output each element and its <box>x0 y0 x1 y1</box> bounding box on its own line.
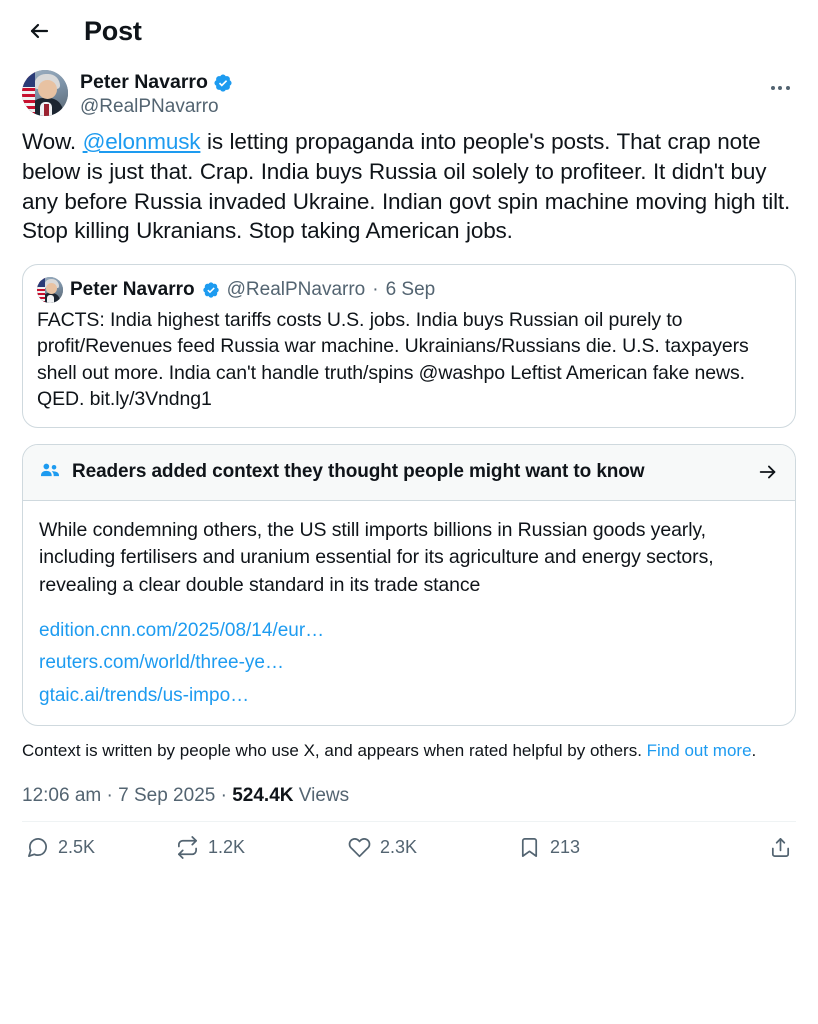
tweet-body-text <box>0 119 818 246</box>
community-note-footer <box>0 726 818 763</box>
community-note-text: While condemning others, the US still imports billions in Russian goods yearly, including fertilisers and uranium essential for its agriculture and energy sectors, revealing a clear double standard in its trade stance <box>39 518 714 596</box>
meta-separator-2: · <box>220 785 227 807</box>
source-link-1[interactable]: edition.cnn.com/2025/08/14/eur… <box>39 619 325 641</box>
avatar[interactable] <box>22 70 68 116</box>
retweet-count: 1.2K <box>208 837 246 858</box>
verified-badge-icon <box>213 73 233 93</box>
tweet-meta <box>0 763 818 821</box>
page-title: Post <box>84 15 142 46</box>
back-button[interactable] <box>22 14 56 48</box>
tweet-text-part-1: Wow. <box>22 129 83 155</box>
source-link-2[interactable]: reuters.com/world/three-ye… <box>39 652 284 674</box>
share-icon <box>769 836 792 859</box>
author-handle: @RealPNavarro <box>80 96 219 118</box>
author-names[interactable] <box>80 70 233 119</box>
quoted-avatar[interactable] <box>37 277 63 303</box>
heart-icon <box>348 836 371 859</box>
quoted-verified-badge-icon <box>202 281 220 299</box>
community-note-body <box>23 501 795 726</box>
retweet-button[interactable] <box>176 836 348 859</box>
reply-button[interactable] <box>26 836 176 859</box>
tweet-author-row <box>0 58 818 119</box>
more-options-button[interactable] <box>764 72 796 104</box>
find-out-more-link[interactable]: Find out more <box>646 741 752 761</box>
community-note-card[interactable] <box>22 444 796 727</box>
bookmark-button[interactable] <box>518 836 769 859</box>
bookmark-icon <box>518 836 541 859</box>
community-notes-people-icon <box>39 459 61 486</box>
like-button[interactable] <box>348 836 518 859</box>
source-link-3[interactable]: gtaic.ai/trends/us-impo… <box>39 684 250 706</box>
quoted-tweet-header <box>37 277 781 303</box>
reply-count: 2.5K <box>58 837 96 858</box>
community-note-header[interactable] <box>23 445 795 501</box>
quoted-tweet-text: FACTS: India highest tariffs costs U.S. jobs. India buys Russian oil purely to profit/Revenues feed Russia war machine. Ukrainians/Russians die. U.S. taxpayers shell out more. India can't handle truth/spins @washpo Leftist American fake news. QED. bit.ly/3Vndng1 <box>37 308 749 411</box>
quoted-handle: @RealPNavarro <box>226 278 366 300</box>
mention-link-elonmusk[interactable]: @elonmusk <box>82 129 201 155</box>
more-horizontal-icon <box>771 86 790 90</box>
like-count: 2.3K <box>380 837 418 858</box>
community-note-footer-period: . <box>751 741 757 761</box>
quoted-date: 6 Sep <box>385 278 436 300</box>
quoted-display-name: Peter Navarro <box>70 278 195 300</box>
arrow-left-icon <box>27 19 51 43</box>
bookmark-count: 213 <box>550 837 581 858</box>
post-time: 12:06 am <box>22 785 102 807</box>
community-note-sources <box>39 617 779 710</box>
arrow-right-icon[interactable] <box>757 461 779 483</box>
community-note-title: Readers added context they thought people might want to know <box>72 461 645 483</box>
tweet-text-part-2: is letting propaganda into people's posts. That crap note below is just that. Crap. India buys Russia oil solely to profiteer. It didn't buy any before Russia invaded Ukraine. Indian govt spin machine moving high tilt. Stop killing Ukranians. Stop taking American jobs. <box>22 129 791 244</box>
quoted-tweet-card[interactable] <box>22 264 796 428</box>
reply-icon <box>26 836 49 859</box>
retweet-icon <box>176 836 199 859</box>
tweet-action-bar <box>0 822 818 859</box>
page-header <box>0 0 818 58</box>
meta-separator-1: · <box>106 785 113 807</box>
post-date: 7 Sep 2025 <box>118 785 216 807</box>
quoted-separator: · <box>372 278 379 300</box>
share-button[interactable] <box>769 836 792 859</box>
views-label: Views <box>298 785 350 807</box>
author-display-name: Peter Navarro <box>80 71 208 93</box>
views-count: 524.4K <box>232 785 294 807</box>
community-note-footer-text: Context is written by people who use X, and appears when rated helpful by others. <box>22 741 647 761</box>
